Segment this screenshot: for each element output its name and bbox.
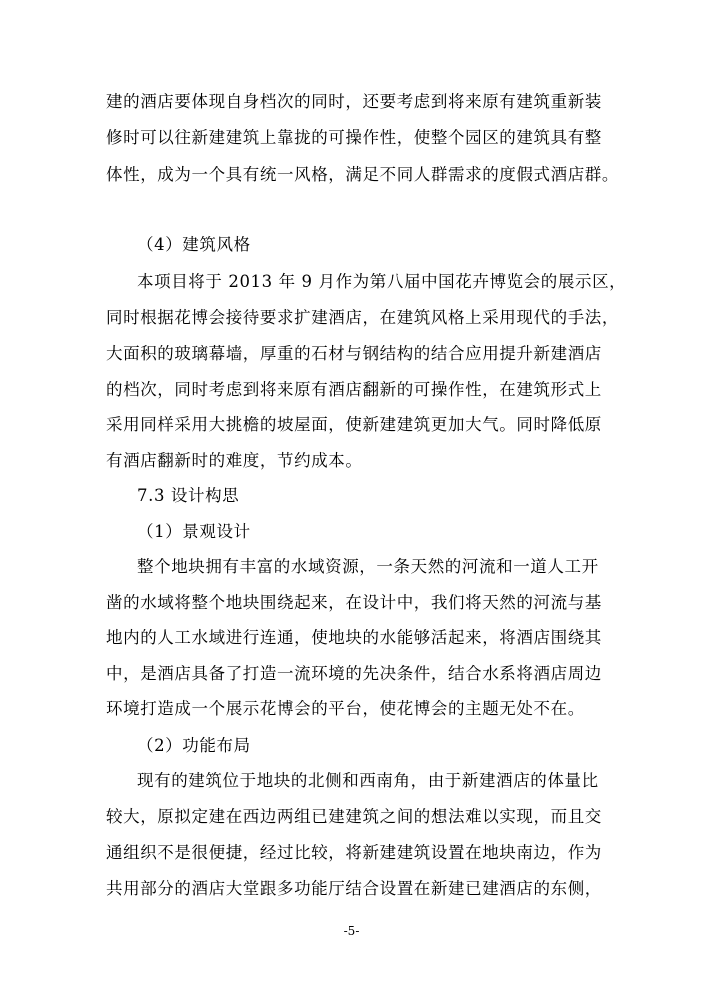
paragraph-line: 修时可以往新建建筑上靠拢的可操作性，使整个园区的建筑具有整 — [106, 128, 602, 147]
paragraph-line: 有酒店翻新时的难度，节约成本。 — [106, 451, 363, 470]
paragraph-line: 建的酒店要体现自身档次的同时，还要考虑到将来原有建筑重新装 — [106, 92, 602, 111]
paragraph-line: 较大，原拟定建在西边两组已建建筑之间的想法难以实现，而且交 — [106, 807, 602, 826]
subsection-heading: （1）景观设计 — [137, 522, 251, 541]
subsection-heading: （4）建筑风格 — [137, 235, 251, 254]
paragraph-line: 采用同样采用大挑檐的坡屋面，使新建建筑更加大气。同时降低原 — [106, 415, 602, 434]
paragraph-line: 整个地块拥有丰富的水域资源，一条天然的河流和一道人工开 — [137, 557, 599, 576]
paragraph-line: 地内的人工水域进行连通，使地块的水能够活起来，将酒店围绕其 — [106, 628, 602, 647]
subsection-heading: （2）功能布局 — [137, 736, 251, 755]
paragraph-line: 体性，成为一个具有统一风格，满足不同人群需求的度假式酒店群。 — [106, 165, 619, 184]
paragraph-line: 同时根据花博会接待要求扩建酒店，在建筑风格上采用现代的手法， — [106, 308, 619, 327]
paragraph-line: 大面积的玻璃幕墙，厚重的石材与钢结构的结合应用提升新建酒店 — [106, 344, 602, 363]
paragraph-line: 本项目将于 2013 年 9 月作为第八届中国花卉博览会的展示区， — [137, 272, 627, 291]
page-number: -5- — [343, 924, 360, 938]
section-heading: 7.3 设计构思 — [137, 486, 240, 505]
paragraph-line: 凿的水域将整个地块围绕起来，在设计中，我们将天然的河流与基 — [106, 593, 602, 612]
paragraph-line: 环境打造成一个展示花博会的平台，使花博会的主题无处不在。 — [106, 699, 585, 718]
paragraph-line: 通组织不是很便捷，经过比较，将新建建筑设置在地块南边，作为 — [106, 843, 602, 862]
paragraph-line: 现有的建筑位于地块的北侧和西南角，由于新建酒店的体量比 — [137, 771, 599, 790]
paragraph-line: 的档次，同时考虑到将来原有酒店翻新的可操作性，在建筑形式上 — [106, 380, 602, 399]
paragraph-line: 中，是酒店具备了打造一流环境的先决条件，结合水系将酒店周边 — [106, 664, 602, 683]
paragraph-line: 共用部分的酒店大堂跟多功能厅结合设置在新建已建酒店的东侧， — [106, 879, 602, 898]
